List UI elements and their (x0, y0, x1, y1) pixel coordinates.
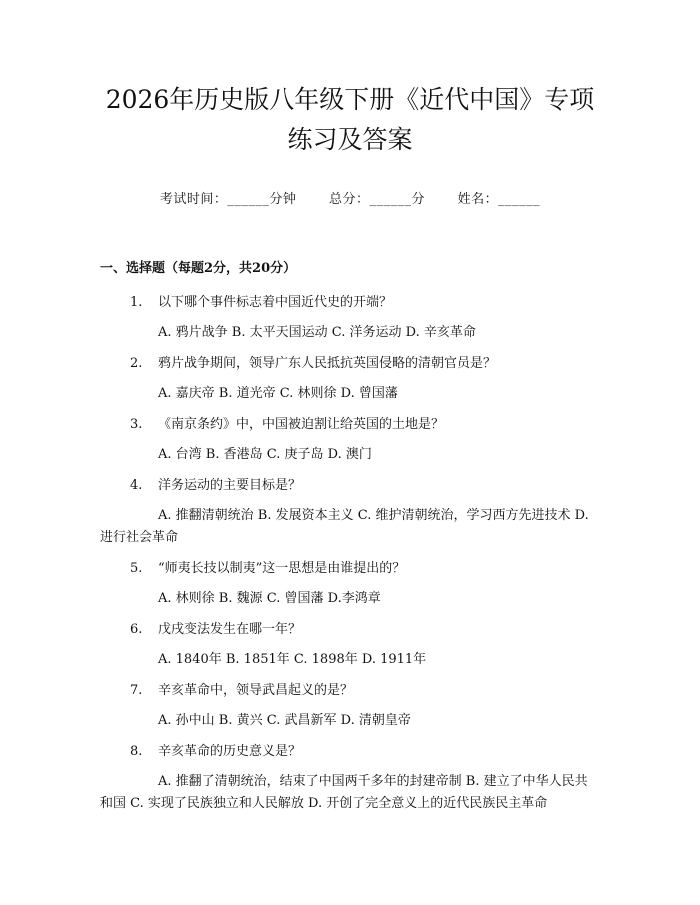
question-stem: 戊戌变法发生在哪一年？ (158, 622, 302, 637)
question-item (100, 476, 600, 549)
question-number: 2. (130, 356, 143, 371)
question-stem: 鸦片战争期间，领导广东人民抵抗英国侵略的清朝官员是？ (158, 356, 497, 371)
question-item (100, 415, 600, 466)
question-number: 1. (130, 295, 143, 310)
question-stem: 《南京条约》中，中国被迫割让给英国的土地是？ (158, 417, 445, 432)
exam-time-field: 考试时间：______分钟 (159, 192, 297, 207)
question-number: 3. (130, 417, 143, 432)
question-options: A. 孙中山 B. 黄兴 C. 武昌新军 D. 清朝皇帝 (158, 713, 411, 728)
question-item (100, 620, 600, 671)
question-item (100, 742, 600, 815)
section-title-choice: 一、选择题（每题2分，共20分） (100, 261, 297, 276)
question-stem: 辛亥革命中，领导武昌起义的是？ (158, 683, 354, 698)
question-options: A. 推翻清朝统治 B. 发展资本主义 C. 维护清朝统治，学习西方先进技术 D. 进行社会革命 (100, 508, 589, 545)
question-stem: 洋务运动的主要目标是？ (158, 478, 302, 493)
total-score-field: 总分：______分 (328, 192, 425, 207)
question-options: A. 嘉庆帝 B. 道光帝 C. 林则徐 D. 曾国藩 (158, 386, 398, 401)
question-item (100, 681, 600, 732)
question-stem: “师夷长技以制夷”这一思想是由谁提出的？ (158, 561, 406, 576)
document-title (100, 0, 600, 160)
title-line-2: 练习及答案 (287, 125, 413, 154)
question-item (100, 354, 600, 405)
question-options: A. 推翻了清朝统治，结束了中国两千多年的封建帝制 B. 建立了中华人民共和国 C. 实现了民族独立和人民解放 D. 开创了完全意义上的近代民族民主革命 (100, 774, 588, 811)
question-options: A. 1840年 B. 1851年 C. 1898年 D. 1911年 (158, 652, 427, 667)
exam-info (100, 188, 600, 207)
question-options: A. 鸦片战争 B. 太平天国运动 C. 洋务运动 D. 辛亥革命 (158, 325, 476, 340)
question-number: 8. (130, 744, 143, 759)
name-field: 姓名：______ (457, 192, 541, 207)
question-options: A. 林则徐 B. 魏源 C. 曾国藩 D.李鸿章 (158, 591, 381, 606)
question-stem: 以下哪个事件标志着中国近代史的开端？ (158, 295, 393, 310)
question-options: A. 台湾 B. 香港岛 C. 庚子岛 D. 澳门 (158, 447, 372, 462)
question-stem: 辛亥革命的历史意义是？ (158, 744, 302, 759)
question-item (100, 559, 600, 610)
question-number: 4. (130, 478, 143, 493)
question-number: 6. (130, 622, 143, 637)
question-list (100, 293, 600, 815)
question-number: 5. (130, 561, 143, 576)
question-item (100, 293, 600, 344)
title-line-1: 2026年历史版八年级下册《近代中国》专项 (105, 85, 595, 114)
question-number: 7. (130, 683, 143, 698)
